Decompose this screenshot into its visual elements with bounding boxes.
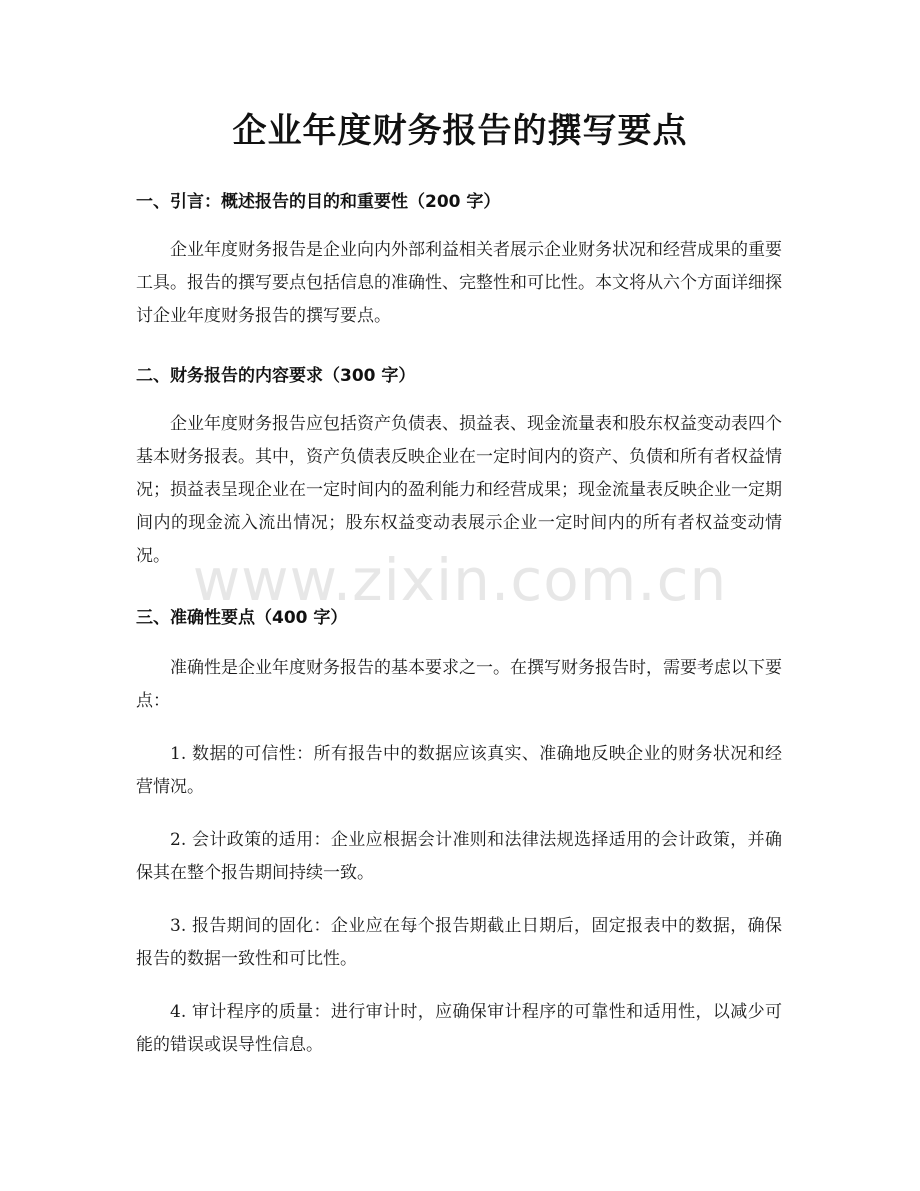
paragraph-content: 企业年度财务报告应包括资产负债表、损益表、现金流量表和股东权益变动表四个基本财务报表。其中，资产负债表反映企业在一定时间内的资产、负债和所有者权益情况；损益表呈现企业在一定时间内的盈利能力和经营成果；现金流量表反映企业一定期间内的现金流入流出情况；股东权益变动表展示企业一定时间内的所有者权益变动情况。 bbox=[136, 414, 782, 566]
paragraph-accuracy-intro: 准确性是企业年度财务报告的基本要求之一。在撰写财务报告时，需要考虑以下要点： bbox=[136, 658, 782, 711]
section-heading-content: 二、财务报告的内容要求（300 字） bbox=[136, 366, 416, 386]
list-item-data-credibility: 1. 数据的可信性：所有报告中的数据应该真实、准确地反映企业的财务状况和经营情况。 bbox=[136, 744, 782, 797]
document-title: 企业年度财务报告的撰写要点 bbox=[232, 111, 688, 151]
section-heading-intro: 一、引言：概述报告的目的和重要性（200 字） bbox=[136, 192, 501, 212]
section-heading-accuracy: 三、准确性要点（400 字） bbox=[136, 608, 348, 628]
list-item-audit-quality: 4. 审计程序的质量：进行审计时，应确保审计程序的可靠性和适用性，以减少可能的错误或误导性信息。 bbox=[136, 1002, 782, 1055]
watermark: www.zixin.com.cn bbox=[192, 546, 728, 614]
list-item-period-fixing: 3. 报告期间的固化：企业应在每个报告期截止日期后，固定报表中的数据，确保报告的数据一致性和可比性。 bbox=[136, 916, 782, 969]
paragraph-intro: 企业年度财务报告是企业向内外部利益相关者展示企业财务状况和经营成果的重要工具。报告的撰写要点包括信息的准确性、完整性和可比性。本文将从六个方面详细探讨企业年度财务报告的撰写要点。 bbox=[136, 240, 782, 326]
list-item-accounting-policy: 2. 会计政策的适用：企业应根据会计准则和法律法规选择适用的会计政策，并确保其在整个报告期间持续一致。 bbox=[136, 830, 782, 883]
